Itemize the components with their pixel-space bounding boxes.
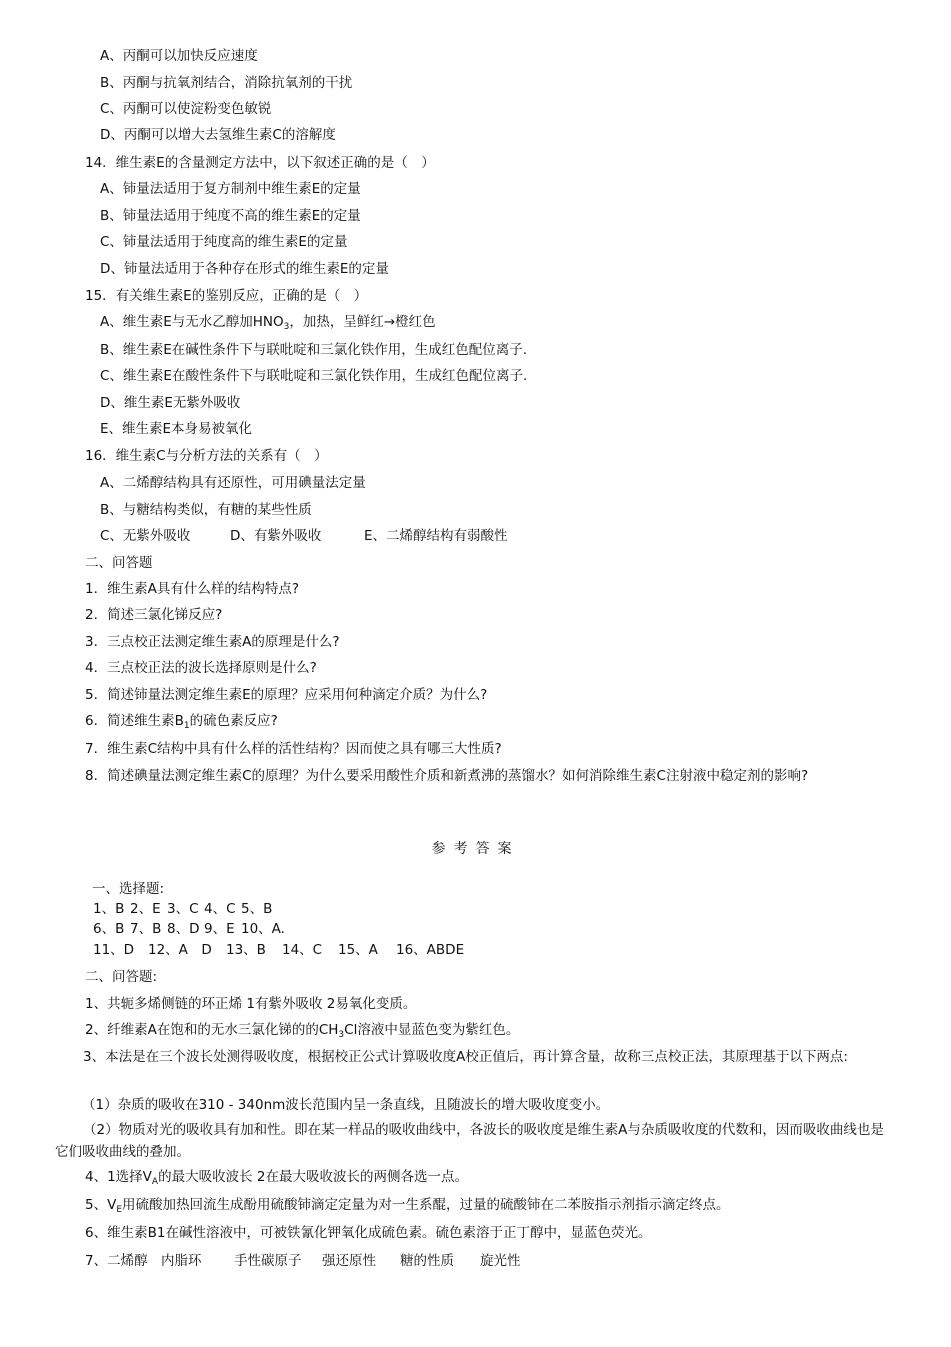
q13-option-c: C、丙酮可以使淀粉变色敏锐 — [100, 101, 272, 117]
q16-option-a: A、二烯醇结构具有还原性，可用碘量法定量 — [100, 475, 366, 491]
answer-essay-2-sub: 3 — [338, 1030, 345, 1040]
answer-essay-7-term-2: 内脂环 — [161, 1253, 202, 1269]
answers-title: 参考答案 — [431, 841, 520, 857]
answer-essay-2-post: Cl溶液中显蓝色变为紫红色。 — [344, 1022, 520, 1038]
answer-essay-4-post: 的最大吸收波长 2在最大吸收波长的两侧各选一点。 — [158, 1169, 468, 1185]
answer-14: 14、C — [282, 942, 323, 958]
q13-option-b: B、丙酮与抗氧剂结合，消除抗氧剂的干扰 — [100, 75, 353, 91]
answer-5: 5、B — [241, 901, 273, 917]
q15-stem: 15．有关维生素E的鉴别反应，正确的是（ ） — [85, 288, 368, 304]
answer-15: 15、A — [338, 942, 378, 958]
answer-essay-5 — [85, 1196, 730, 1214]
answer-essay-5-post: 用硫酸加热回流生成酚用硫酸铈滴定定量为对一生系醌，过量的硫酸铈在二苯胺指示剂指示滴定终点。 — [122, 1197, 730, 1213]
q16-stem: 16．维生素C与分析方法的关系有（ ） — [85, 448, 328, 464]
question-3: 3．三点校正法测定维生素A的原理是什么? — [85, 634, 340, 650]
question-4: 4．三点校正法的波长选择原则是什么? — [85, 660, 317, 676]
q15-option-d: D、维生素E无紫外吸收 — [100, 395, 241, 411]
answer-13: 13、B — [226, 942, 266, 958]
answer-1: 1、B — [93, 901, 125, 917]
question-6-pre: 6．简述维生素B — [85, 713, 184, 729]
question-5: 5．简述铈量法测定维生素E的原理？应采用何种滴定介质？为什么? — [85, 687, 488, 703]
answer-essay-7 — [85, 1252, 521, 1270]
answers-section2-title: 二、问答题: — [85, 969, 158, 985]
answer-essay-3-point-1: （1）杂质的吸收在310 - 340nm波长范围内呈一条直线，且随波长的增大吸收度变小。 — [82, 1097, 610, 1113]
q13-option-d: D、丙酮可以增大去氢维生素C的溶解度 — [100, 127, 336, 143]
answer-4: 4、C — [204, 901, 236, 917]
question-6-sub: 1 — [183, 721, 190, 731]
q15-option-a-post: ，加热，呈鲜红→橙红色 — [289, 314, 436, 330]
q15-option-a-sub: 3 — [283, 322, 290, 332]
question-7: 7．维生素C结构中具有什么样的活性结构？因而使之具有哪三大性质? — [85, 741, 502, 757]
answer-3: 3、C — [167, 901, 199, 917]
question-1: 1．维生素A具有什么样的结构特点? — [85, 581, 299, 597]
q14-option-c: C、铈量法适用于纯度高的维生素E的定量 — [100, 234, 348, 250]
answer-6: 6、B — [93, 921, 125, 937]
answer-7: 7、B — [130, 921, 162, 937]
q14-option-d: D、铈量法适用于各种存在形式的维生素E的定量 — [100, 261, 389, 277]
answer-9: 9、E — [204, 921, 235, 937]
answer-essay-6: 6、维生素B1在碱性溶液中，可被铁氰化钾氧化成硫色素。硫色素溶于正丁醇中，显蓝色荧光。 — [85, 1225, 652, 1241]
answer-essay-5-sub: E — [116, 1205, 123, 1215]
answer-essay-5-pre: 5、V — [85, 1197, 117, 1213]
answers-section1-title: 一、选择题: — [92, 881, 165, 897]
answer-essay-7-term-5: 糖的性质 — [400, 1253, 454, 1269]
answer-essay-2 — [85, 1021, 519, 1039]
answer-10: 10、A. — [241, 921, 285, 937]
q16-option-c: C、无紫外吸收 — [100, 528, 191, 544]
q15-option-a-pre: A、维生素E与无水乙醇加HNO — [100, 314, 284, 330]
answer-11: 11、D — [93, 942, 135, 958]
answer-essay-4-pre: 4、1选择V — [85, 1169, 152, 1185]
answer-essay-7-term-4: 强还原性 — [322, 1253, 376, 1269]
answer-essay-3-point-2: （2）物质对光的吸收具有加和性。即在某一样品的吸收曲线中，各波长的吸收度是维生素A与杂质吸收度的代数和，因而吸收曲线也是它们吸收曲线的叠加。 — [55, 1122, 884, 1160]
answer-essay-7-term-3: 手性碳原子 — [234, 1253, 302, 1269]
answers-row-1 — [93, 900, 272, 918]
answer-16: 16、ABDE — [396, 942, 465, 958]
question-6 — [85, 712, 278, 730]
answer-essay-2-pre: 2、纤维素A在饱和的无水三氯化锑的的CH — [85, 1022, 339, 1038]
q16-option-b: B、与糖结构类似，有糖的某些性质 — [100, 502, 312, 518]
q14-option-a: A、铈量法适用于复方制剂中维生素E的定量 — [100, 181, 361, 197]
question-8: 8．简述碘量法测定维生素C的原理？为什么要采用酸性介质和新煮沸的蒸馏水？如何消除维生素C注射液中稳定剂的影响? — [85, 768, 809, 784]
q13-option-a: A、丙酮可以加快反应速度 — [100, 48, 258, 64]
q15-option-e: E、维生素E本身易被氧化 — [100, 421, 253, 437]
answer-essay-4-sub: A — [151, 1177, 159, 1187]
question-2: 2．简述三氯化锑反应? — [85, 607, 223, 623]
q14-option-b: B、铈量法适用于纯度不高的维生素E的定量 — [100, 208, 361, 224]
q14-stem: 14．维生素E的含量测定方法中，以下叙述正确的是（ ） — [85, 155, 435, 171]
answer-essay-4 — [85, 1168, 468, 1186]
answer-12: 12、A D — [148, 942, 212, 958]
q15-option-c: C、维生素E在酸性条件下与联吡啶和三氯化铁作用，生成红色配位离子. — [100, 368, 528, 384]
answer-essay-1: 1、共轭多烯侧链的环正烯 1有紫外吸收 2易氧化变质。 — [85, 996, 417, 1012]
answer-2: 2、E — [130, 901, 161, 917]
answers-row-2 — [93, 920, 285, 938]
answer-essay-3: 3、本法是在三个波长处测得吸收度，根据校正公式计算吸收度A校正值后，再计算含量，故称三点校正法，其原理基于以下两点: — [83, 1049, 848, 1065]
section2-title: 二、问答题 — [85, 555, 153, 571]
question-6-post: 的硫色素反应? — [189, 713, 278, 729]
answer-essay-7-term-1: 7、二烯醇 — [85, 1253, 148, 1269]
q16-option-e: E、二烯醇结构有弱酸性 — [364, 528, 508, 544]
q16-option-d: D、有紫外吸收 — [230, 528, 322, 544]
q15-option-b: B、维生素E在碱性条件下与联吡啶和三氯化铁作用，生成红色配位离子. — [100, 342, 528, 358]
answer-8: 8、D — [167, 921, 200, 937]
answers-row-3 — [93, 941, 464, 959]
answer-essay-7-term-6: 旋光性 — [480, 1253, 521, 1269]
q15-option-a — [100, 313, 436, 331]
